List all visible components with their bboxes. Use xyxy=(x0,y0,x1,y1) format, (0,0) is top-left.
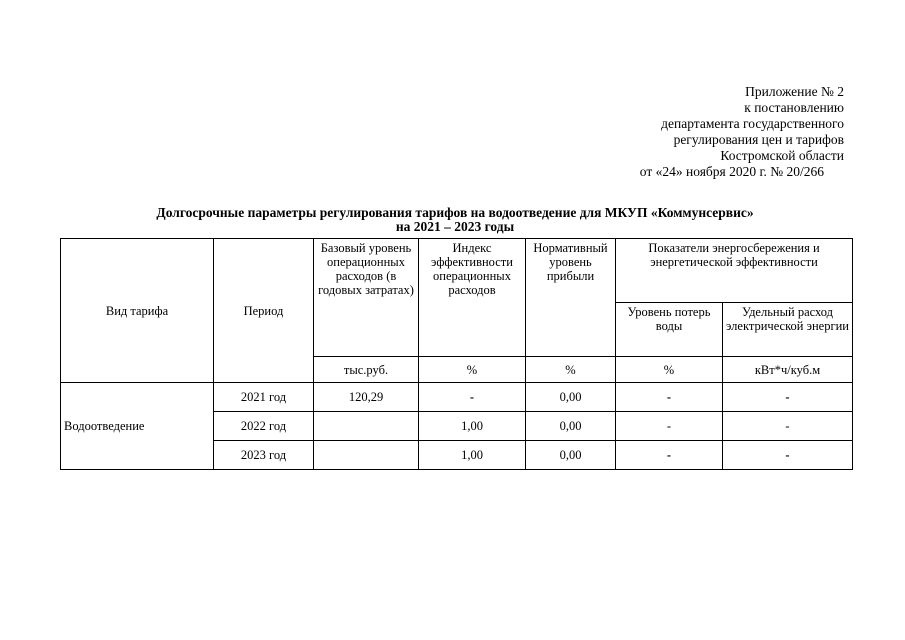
base-level-cell xyxy=(314,412,419,441)
water-loss-cell: - xyxy=(616,383,723,412)
header-energy-group: Показатели энергосбережения и энергетической эффективности xyxy=(616,239,853,303)
base-level-cell: 120,29 xyxy=(314,383,419,412)
header-power-consumption: Удельный расход электрической энергии xyxy=(723,303,853,357)
power-consumption-cell: - xyxy=(723,383,853,412)
period-cell: 2021 год xyxy=(214,383,314,412)
appendix-resolution: к постановлению xyxy=(744,100,844,115)
appendix-regulation: регулирования цен и тарифов xyxy=(673,132,844,147)
unit-power-consumption: кВт*ч/куб.м xyxy=(723,357,853,383)
power-consumption-cell: - xyxy=(723,412,853,441)
appendix-department: департамента государственного xyxy=(661,116,844,131)
header-water-loss: Уровень потерь воды xyxy=(616,303,723,357)
efficiency-index-cell: 1,00 xyxy=(419,441,526,470)
title-line-1: Долгосрочные параметры регулирования тарифов на водоотведение для МКУП «Коммунсервис» xyxy=(156,205,754,220)
water-loss-cell: - xyxy=(616,441,723,470)
table-row xyxy=(61,383,853,412)
header-base-level: Базовый уровень операционных расходов (в годовых затратах) xyxy=(314,239,419,357)
power-consumption-cell: - xyxy=(723,441,853,470)
period-cell: 2022 год xyxy=(214,412,314,441)
efficiency-index-cell: - xyxy=(419,383,526,412)
appendix-region: Костромской области xyxy=(720,148,844,163)
title-line-2: на 2021 – 2023 годы xyxy=(395,219,515,234)
tariff-name-cell: Водоотведение xyxy=(61,383,214,470)
unit-water-loss: % xyxy=(616,357,723,383)
header-period: Период xyxy=(214,239,314,383)
appendix-date: от «24» ноября 2020 г. № 20/266 xyxy=(639,164,824,179)
base-level-cell xyxy=(314,441,419,470)
unit-base-level: тыс.руб. xyxy=(314,357,419,383)
profit-level-cell: 0,00 xyxy=(526,383,616,412)
appendix-header xyxy=(524,84,844,180)
document-title xyxy=(60,206,850,234)
appendix-number: Приложение № 2 xyxy=(745,84,844,99)
header-profit-level: Нормативный уровень прибыли xyxy=(526,239,616,357)
header-efficiency-index: Индекс эффективности операционных расходов xyxy=(419,239,526,357)
period-cell: 2023 год xyxy=(214,441,314,470)
unit-efficiency-index: % xyxy=(419,357,526,383)
profit-level-cell: 0,00 xyxy=(526,441,616,470)
unit-profit-level: % xyxy=(526,357,616,383)
header-row-1 xyxy=(61,239,853,303)
tariff-parameters-table xyxy=(60,238,853,470)
header-tariff-type: Вид тарифа xyxy=(61,239,214,383)
efficiency-index-cell: 1,00 xyxy=(419,412,526,441)
water-loss-cell: - xyxy=(616,412,723,441)
profit-level-cell: 0,00 xyxy=(526,412,616,441)
